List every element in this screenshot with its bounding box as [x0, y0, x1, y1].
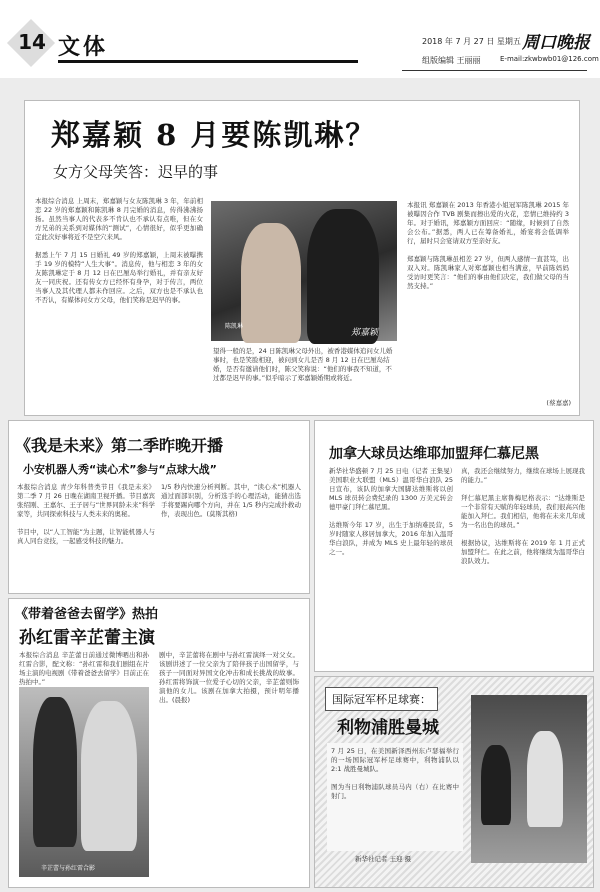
lead-column-2	[407, 201, 569, 397]
lead-photo-caption-text: 望得一般的是，24 日陈凯琳父母外出，被香港媒体追问女儿婚事时，也是笑脸相迎，被问到女儿是否 8 月 12 日在巴厘岛结婚，是否有邀请他们时，陈父笑称说：“他们的事我不知道，不过都是迟早的事。”似乎暗示了郑嘉颖婚期或将近。	[213, 347, 393, 382]
article-3	[314, 420, 594, 672]
lead-text-1: 本报综合消息 上周末，郑嘉颖与女友陈凯琳 3 年，年前相恋 22 岁的郑嘉颖和陈凯琳 8 月完婚的消息，传得沸沸扬扬。虽然当事人的代表多不肯认也不承认有点唯，但在女方兄弟的关系到对媒体的“测试”，心情很好，似乎更加确定此次好事将近不是空穴来风。 据悉上午 7 月 15 日婚礼 49 岁的郑嘉颖，上周末被曝携手 19 岁的模特“人生大事”。消息传，他与相恋 3 年的女友陈凯琳定于 8 月 12 日在巴厘岛举行婚礼，并有亲友好友一同庆祝。还有传女方已经怀有身孕，对于传言，两位当事人及其代理人都未作回应。之后，双方也是不承认也不否认，有媒体问女方父母，他们笑称是迟早的事。	[35, 197, 203, 304]
issue-date: 2018 年 7 月 27 日 星期五	[422, 37, 521, 46]
article-2-headline: 《我是未来》第二季昨晚开播	[15, 436, 224, 455]
article-5-headline: 利物浦胜曼城	[337, 718, 439, 738]
article-4-subheadline: 孙红雷辛芷蕾主演	[19, 628, 155, 648]
actress-figure	[33, 697, 77, 847]
article-5	[314, 676, 594, 888]
article-3-text-2: 真，我还会继续努力，继续在球场上展现我的能力。” 拜仁慕尼黑主席鲁梅尼格表示：“达维斯是一个非常有天赋的年轻球员，我们很高兴他能加入拜仁。我们相信，他将在未来几年成为一名出色的球员。” 根据协议，达维斯将在 2019 年 1 月正式加盟拜仁。在此之前，他将继续为温哥华白浪队效力。	[461, 467, 585, 565]
page-header	[0, 0, 600, 78]
editor-credit: 组版编辑 王丽丽	[422, 56, 481, 65]
man-figure	[307, 209, 379, 344]
article-4-photo-caption: 辛芷蕾与孙红雷合影	[41, 865, 96, 872]
article-5-body	[327, 743, 463, 851]
lead-headline: 郑嘉颖 8 月要陈凯琳？	[51, 118, 377, 152]
article-5-kicker: 国际冠军杯足球赛：	[325, 687, 438, 711]
article-3-column-2	[461, 467, 585, 663]
lead-photo	[211, 201, 397, 341]
article-5-text: 7 月 25 日，在美国新泽西州东卢瑟福举行的一场国际冠军杯足球赛中，利物浦队以 2:1 战胜曼城队。 图为当日利物浦队球员马内（右）在比赛中射门。	[331, 747, 459, 800]
article-4-text-1: 本报综合消息 辛芷蕾日前通过微博晒出和孙红雷合影，配文称：“孙红雷和我们剧组在片场主演的电视剧《带着爸爸去留学》目前正在热拍中。”	[19, 651, 149, 686]
photo-label-right: 郑嘉颖	[351, 328, 379, 338]
header-rule	[58, 60, 358, 63]
article-4-photo	[19, 687, 149, 877]
article-5-credit: 新华社记者 王迎 摄	[355, 855, 412, 863]
article-2-subheadline: 小安机器人秀“读心术”参与“点球大战”	[23, 463, 217, 476]
article-4-headline: 《带着爸爸去留学》热拍	[15, 607, 159, 622]
article-4-text-2: 剧中，辛芷蕾将在剧中与孙红雷演绎一对父女。该剧讲述了一位父亲为了陪伴孩子出国留学，与孩子一同面对异国文化冲击和成长挑战的故事。孙红雷将饰演一位爱子心切的父亲，辛芷蕾则饰演他的女儿。该剧在加拿大拍摄，预计明年播出。(晨报)	[159, 651, 299, 704]
article-3-headline: 加拿大球员达维耶加盟拜仁慕尼黑	[329, 446, 539, 462]
masthead-rule	[402, 70, 587, 71]
section-title: 文体	[58, 34, 109, 60]
article-5-photo	[471, 695, 587, 863]
lead-text-2: 本报讯 郑嘉颖在 2013 年香港小姐冠军陈凯琳 2015 年被曝因合作 TVB 剧集而擦出爱的火花，恋情已维持约 3 年。对于婚讯，郑嘉颖方面回应：“随缘，时候到了自然会公布。”据悉，两人已在筹备婚礼，婚宴将会低调举行，届时只会宴请双方至亲好友。 郑嘉颖与陈凯琳虽相差 27 岁，但两人感情一直甚笃，出双入对。陈凯琳家人对郑嘉颖也相当满意，早前陈妈妈受访时更笑言：“他们的事由他们决定，我们做父母的当然支持。”	[407, 201, 569, 290]
article-2-column-1	[17, 483, 155, 583]
article-2	[8, 420, 310, 594]
article-4-column-2	[159, 651, 299, 877]
lead-photo-caption	[213, 347, 397, 409]
article-4	[8, 598, 310, 888]
lead-article	[24, 100, 580, 416]
lead-subheadline: 女方父母笑答：迟早的事	[53, 163, 219, 181]
editor-email: E-mail:zkwbwb01@126.com	[500, 55, 599, 63]
actor-figure	[81, 701, 137, 851]
player-figure-right	[527, 731, 563, 827]
article-2-column-2	[161, 483, 301, 583]
page-number: 14	[18, 30, 46, 54]
lead-credit: (蔡嘉嘉)	[546, 399, 571, 407]
article-2-text-2: 1/5 秒内快速分析判断。其中，“读心术”机器人通过面部识别，分析选手的心理活动，能猜出选手将要踢向哪个方向，并在 1/5 秒内完成扑救动作，表现出色。(莫斯其格)	[161, 483, 301, 518]
article-3-text-1: 新华社华盛顿 7 月 25 日电（记者 王集旻）美国职业大联盟（MLS）温哥华白浪队 25 日宣布，该队的加拿大国脚达维斯将以创 MLS 球员转会费纪录的 1300 万美元转会德甲豪门拜仁慕尼黑。 达维斯今年 17 岁，出生于加纳难民营，5 岁时随家人移居加拿大，2016 年加入温哥华白浪队，并成为 MLS 史上最年轻的球员之一。	[329, 467, 453, 556]
masthead-logo: 周口晚报	[522, 33, 590, 53]
player-figure-left	[481, 745, 511, 825]
lead-column-1	[35, 197, 203, 407]
photo-label-left: 陈凯琳	[225, 323, 244, 330]
woman-figure	[241, 223, 301, 343]
article-4-column-1	[19, 651, 149, 686]
article-3-column-1	[329, 467, 453, 663]
article-2-text-1: 本报综合消息 青少年科普类节目《我是未来》第二季 7 月 26 日晚在湖南卫视开播。节目嘉宾张绍刚、王嘉尔、王子居与“世界同龄未来”科学家等，共同探索科技与人类未来的奥秘。 节目中，以“人工智能”为主题，让智能机器人与真人同台竞技，一起感受科技的魅力。	[17, 483, 155, 545]
